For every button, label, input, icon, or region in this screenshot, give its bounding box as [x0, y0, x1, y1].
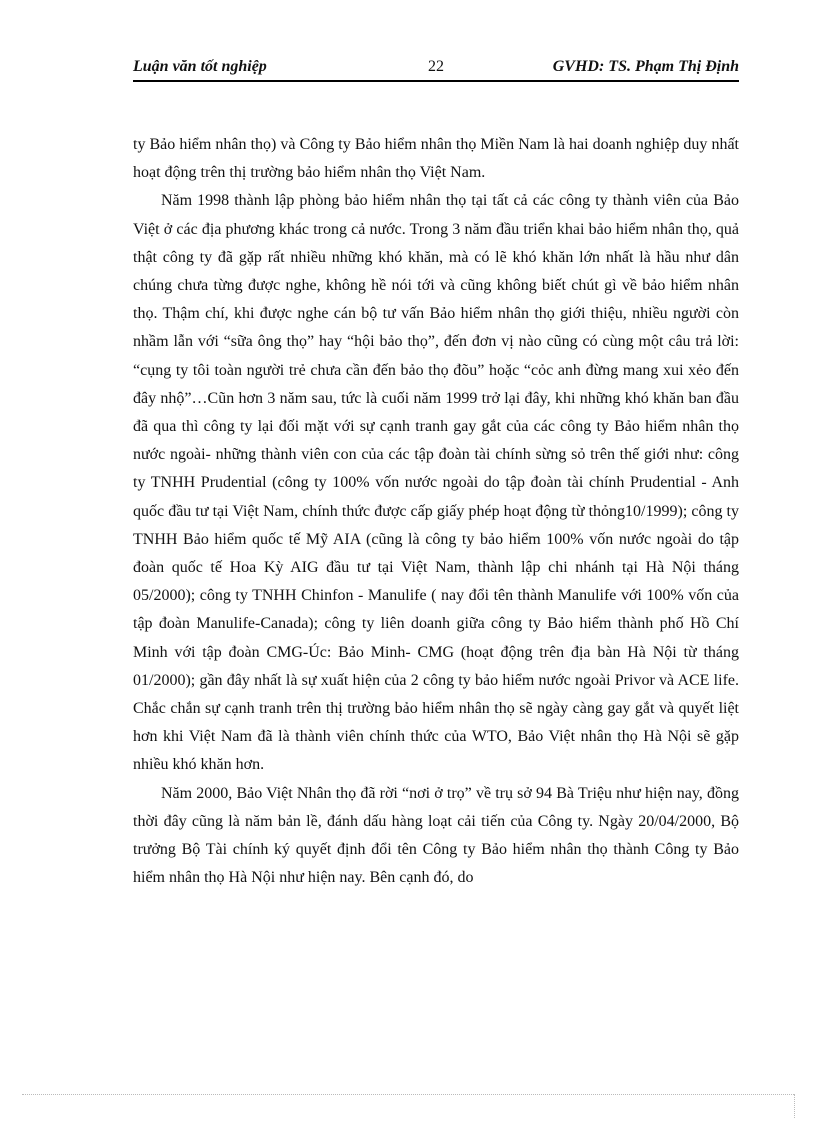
page-number: 22 [428, 58, 444, 75]
document-body [133, 131, 739, 892]
header-thesis-label: Luận văn tốt nghiệp [133, 58, 267, 75]
paragraph-1998: Năm 1998 thành lập phòng bảo hiểm nhân thọ tại tất cả các công ty thành viên của Bảo Việt ở các địa phương khác trong cả nước. Trong 3 năm đầu triển khai bảo hiểm nhân thọ, quả thật công ty đã gặp rất nhiều những khó khăn, mà có lẽ khó khăn lớn nhất là hầu như dân chúng chưa từng được nghe, không hề nói tới và cũng không biết chút gì về bảo hiểm nhân thọ. Thậm chí, khi được nghe cán bộ tư vấn Bảo hiểm nhân thọ giới thiệu, nhiều người còn nhầm lẫn với “sữa ông thọ” hay “hội bảo thọ”, đến đơn vị nào cũng có cùng một câu trả lời: “cụng ty tôi toàn người trẻ chưa cần đến bảo thọ đõu” hoặc “cỏc anh đừng mang xui xẻo đến đây nhộ”…Cũn hơn 3 năm sau, tức là cuối năm 1999 trở lại đây, khi những khó khăn ban đầu đã qua thì công ty lại đối mặt với sự cạnh tranh gay gắt của các công ty Bảo hiểm nhân thọ nước ngoài- những thành viên con của các tập đoàn tài chính sừng sỏ trên thế giới như: công ty TNHH Prudential (công ty 100% vốn nước ngoài do tập đoàn tài chính Prudential - Anh quốc đầu tư tại Việt Nam, chính thức được cấp giấy phép hoạt động từ thỏng10/1999); công ty TNHH Bảo hiểm quốc tế Mỹ AIA (cũng là công ty bảo hiểm 100% vốn nước ngoài do tập đoàn quốc tế Hoa Kỳ AIG đầu tư tại Việt Nam, thành lập chi nhánh tại Hà Nội tháng 05/2000); công ty TNHH Chinfon - Manulife ( nay đổi tên thành Manulife với 100% vốn của tập đoàn Manulife-Canada); công ty liên doanh giữa công ty Bảo hiểm thành phố Hồ Chí Minh với tập đoàn CMG-Úc: Bảo Minh- CMG (hoạt động trên địa bàn Hà Nội từ tháng 01/2000); gần đây nhất là sự xuất hiện của 2 công ty bảo hiểm nước ngoài Privor và ACE life. Chắc chắn sự cạnh tranh trên thị trường bảo hiểm nhân thọ sẽ ngày càng gay gắt và quyết liệt hơn khi Việt Nam đã là thành viên chính thức của WTO, Bảo Việt nhân thọ Hà Nội sẽ gặp nhiều khó khăn hơn. [133, 192, 739, 774]
page-corner-mark [794, 1094, 795, 1118]
header-divider [133, 80, 739, 82]
page-bottom-border [22, 1094, 794, 1095]
paragraph-continuation: ty Bảo hiểm nhân thọ) và Công ty Bảo hiểm nhân thọ Miền Nam là hai doanh nghiệp duy nhất hoạt động trên thị trường bảo hiểm nhân thọ Việt Nam. [133, 136, 739, 182]
paragraph-2000: Năm 2000, Bảo Việt Nhân thọ đã rời “nơi ở trọ” về trụ sở 94 Bà Triệu như hiện nay, đồng thời đây cũng là năm bản lề, đánh dấu hàng loạt cải tiến của Công ty. Ngày 20/04/2000, Bộ trưởng Bộ Tài chính ký quyết định đổi tên Công ty Bảo hiểm nhân thọ thành Công ty Bảo hiểm nhân thọ Hà Nội như hiện nay. Bên cạnh đó, do [133, 784, 739, 887]
header-advisor: GVHD: TS. Phạm Thị Định [552, 58, 739, 75]
page-header [133, 58, 739, 80]
